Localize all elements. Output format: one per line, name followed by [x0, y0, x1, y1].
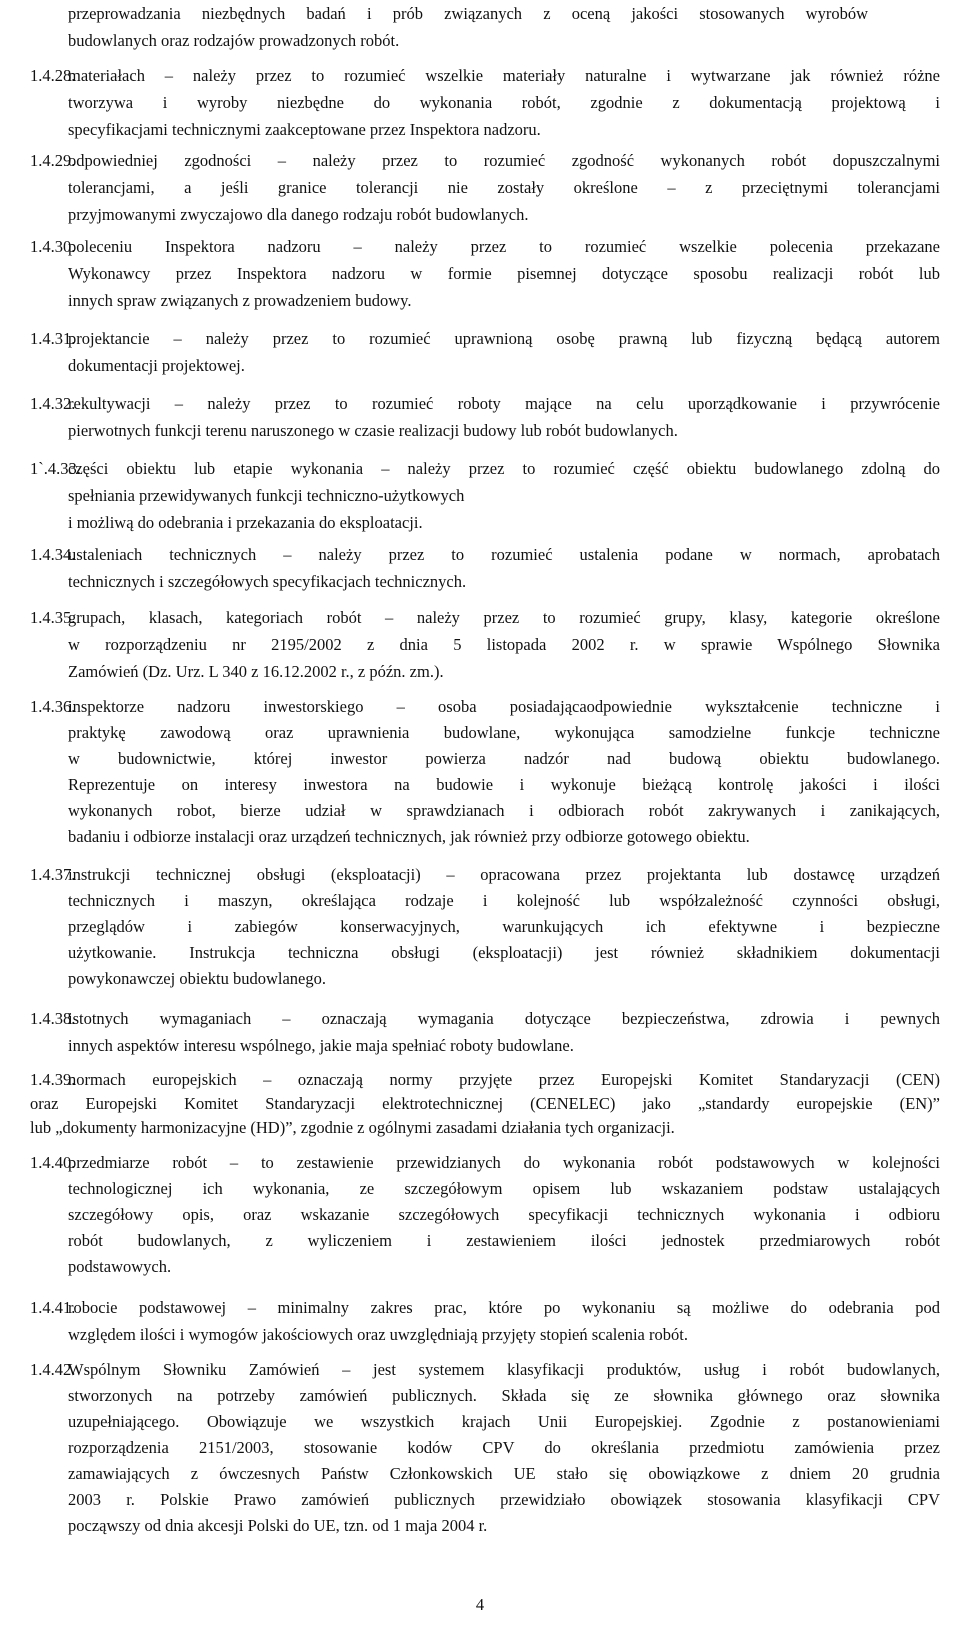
- text-line: w rozporządzeniu nr 2195/2002 z dnia 5 listopada 2002 r. w sprawie Wspólnego Słownika: [68, 635, 940, 654]
- text-line: projektancie – należy przez to rozumieć uprawnioną osobę prawną lub fizyczną będącą autorem: [68, 329, 940, 348]
- text-line: rozporządzenia 2151/2003, stosowanie kodów CPV do określania przedmiotu zamówienia przez: [68, 1438, 940, 1457]
- text-line: powykonawczej obiektu budowlanego.: [68, 969, 326, 988]
- text-line: przedmiarze robót – to zestawienie przewidzianych do wykonania robót podstawowych w kolejności: [68, 1153, 940, 1172]
- page-number: 4: [475, 1595, 485, 1614]
- text-line: robocie podstawowej – minimalny zakres prac, które po wykonaniu są możliwe do odebrania pod: [68, 1298, 940, 1317]
- text-line: innych spraw związanych z prowadzeniem budowy.: [68, 291, 412, 310]
- text-line: w budownictwie, której inwestor powierza nadzór nad budową obiektu budowlanego.: [68, 749, 940, 768]
- text-line: normach europejskich – oznaczają normy przyjęte przez Europejski Komitet Standaryzacji (CEN): [68, 1070, 940, 1089]
- text-line: inspektorze nadzoru inwestorskiego – osoba posiadającaodpowiednie wykształcenie techniczne i: [68, 697, 940, 716]
- text-line: spełniania przewidywanych funkcji techniczno-użytkowych: [68, 486, 465, 505]
- text-line: odpowiedniej zgodności – należy przez to rozumieć zgodność wykonanych robót dopuszczalnymi: [68, 151, 940, 170]
- text-line: począwszy od dnia akcesji Polski do UE, tzn. od 1 maja 2004 r.: [68, 1516, 488, 1535]
- text-line: przeprowadzania niezbędnych badań i prób związanych z oceną jakości stosowanych wyrobów: [68, 4, 868, 23]
- text-line: technicznych i maszyn, określająca rodzaje i kolejność lub współzależność czynności obsługi,: [68, 891, 940, 910]
- text-line: ustaleniach technicznych – należy przez to rozumieć ustalenia podane w normach, aprobatach: [68, 545, 940, 564]
- text-line: robót budowlanych, z wyliczeniem i zestawieniem ilości jednostek przedmiarowych robót: [68, 1231, 940, 1250]
- text-line: szczegółowy opis, oraz wskazanie szczegółowych specyfikacji technicznych wykonania i odbioru: [68, 1205, 940, 1224]
- text-line: względem ilości i wymogów jakościowych oraz uwzględniają przyjęty stopień scalenia robót.: [68, 1325, 688, 1344]
- text-line: praktykę zawodową oraz uprawnienia budowlane, wykonująca samodzielne funkcje techniczne: [68, 723, 940, 742]
- text-line: pierwotnych funkcji terenu naruszonego w czasie realizacji budowy lub robót budowlanych.: [68, 421, 678, 440]
- entry-number: 1.4.37.: [30, 865, 76, 884]
- text-line: technologicznej ich wykonania, ze szczegółowym opisem lub wskazaniem podstaw ustalających: [68, 1179, 940, 1198]
- text-line: oraz Europejski Komitet Standaryzacji elektrotechnicznej (CENELEC) jako „standardy europejskie (EN)”: [30, 1094, 940, 1113]
- text-line: Reprezentuje on interesy inwestora na budowie i wykonuje bieżącą kontrolę jakości i ilości: [68, 775, 940, 794]
- text-line: użytkowanie. Instrukcja techniczna obsługi (eksploatacji) jest również składnikiem dokumentacji: [68, 943, 940, 962]
- text-line: 2003 r. Polskie Prawo zamówień publicznych przewidziało obowiązek stosowania klasyfikacji CPV: [68, 1490, 940, 1509]
- text-line: Wykonawcy przez Inspektora nadzoru w formie pisemnej dotyczące sposobu realizacji robót lub: [68, 264, 940, 283]
- text-line: zamawiających z ówczesnych Państw Członkowskich UE stało się obowiązkowe z dniem 20 grudnia: [68, 1464, 940, 1483]
- entry-number: 1.4.31.: [30, 329, 76, 348]
- entry-number: 1.4.36.: [30, 697, 76, 716]
- text-line: uzupełniającego. Obowiązuje we wszystkich krajach Unii Europejskiej. Zgodnie z postanowieniami: [68, 1412, 940, 1431]
- text-line: dokumentacji projektowej.: [68, 356, 245, 375]
- text-line: tworzywa i wyroby niezbędne do wykonania robót, zgodnie z dokumentacją projektową i: [68, 93, 940, 112]
- entry-number: 1`.4.33.: [30, 459, 81, 478]
- text-line: tolerancjami, a jeśli granice tolerancji nie zostały określone – z przeciętnymi tolerancjami: [68, 178, 940, 197]
- text-line: grupach, klasach, kategoriach robót – należy przez to rozumieć grupy, klasy, kategorie określone: [68, 608, 940, 627]
- text-line: technicznych i szczegółowych specyfikacjach technicznych.: [68, 572, 467, 591]
- entry-number: 1.4.34.: [30, 545, 76, 564]
- text-line: instrukcji technicznej obsługi (eksploatacji) – opracowana przez projektanta lub dostawcę urządzeń: [68, 865, 940, 884]
- text-line: stworzonych na potrzeby zamówień publicznych. Składa się ze słownika głównego oraz słownika: [68, 1386, 940, 1405]
- text-line: badaniu i odbiorze instalacji oraz urządzeń technicznych, jak również przy odbiorze gotowego obiektu.: [68, 827, 750, 846]
- entry-number: 1.4.29.: [30, 151, 76, 170]
- text-line: specyfikacjami technicznymi zaakceptowane przez Inspektora nadzoru.: [68, 120, 541, 139]
- text-line: budowlanych oraz rodzajów prowadzonych robót.: [68, 31, 400, 50]
- entry-number: 1.4.28.: [30, 66, 76, 85]
- entry-number: 1.4.30.: [30, 237, 76, 256]
- text-line: rekultywacji – należy przez to rozumieć roboty mające na celu uporządkowanie i przywrócenie: [68, 394, 940, 413]
- text-line: części obiektu lub etapie wykonania – należy przez to rozumieć część obiektu budowlanego zdolną do: [68, 459, 940, 478]
- text-line: Zamówień (Dz. Urz. L 340 z 16.12.2002 r., z późn. zm.).: [68, 662, 444, 681]
- entry-number: 1.4.40.: [30, 1153, 76, 1172]
- text-line: lub „dokumenty harmonizacyjne (HD)”, zgodnie z ogólnymi zasadami działania tych organizacji.: [30, 1118, 675, 1137]
- entry-number: 1.4.38.: [30, 1009, 76, 1028]
- text-line: istotnych wymaganiach – oznaczają wymagania dotyczące bezpieczeństwa, zdrowia i pewnych: [68, 1009, 940, 1028]
- text-line: przyjmowanymi zwyczajowo dla danego rodzaju robót budowlanych.: [68, 205, 529, 224]
- text-line: innych aspektów interesu wspólnego, jakie maja spełniać roboty budowlane.: [68, 1036, 574, 1055]
- text-line: poleceniu Inspektora nadzoru – należy przez to rozumieć wszelkie polecenia przekazane: [68, 237, 940, 256]
- text-line: podstawowych.: [68, 1257, 172, 1276]
- entry-number: 1.4.41.: [30, 1298, 76, 1317]
- entry-number: 1.4.32.: [30, 394, 76, 413]
- text-line: wykonanych robot, bierze udział w sprawdzianach i odbiorach robót zakrywanych i zanikających,: [68, 801, 940, 820]
- text-line: przeglądów i zabiegów konserwacyjnych, warunkujących ich efektywne i bezpieczne: [68, 917, 940, 936]
- entry-number: 1.4.42.: [30, 1360, 76, 1379]
- text-line: materiałach – należy przez to rozumieć wszelkie materiały naturalne i wytwarzane jak również różne: [68, 66, 940, 85]
- entry-number: 1.4.39.: [30, 1070, 76, 1089]
- text-line: i możliwą do odebrania i przekazania do eksploatacji.: [68, 513, 423, 532]
- text-line: Wspólnym Słowniku Zamówień – jest systemem klasyfikacji produktów, usług i robót budowlanych,: [68, 1360, 940, 1379]
- entry-number: 1.4.35.: [30, 608, 76, 627]
